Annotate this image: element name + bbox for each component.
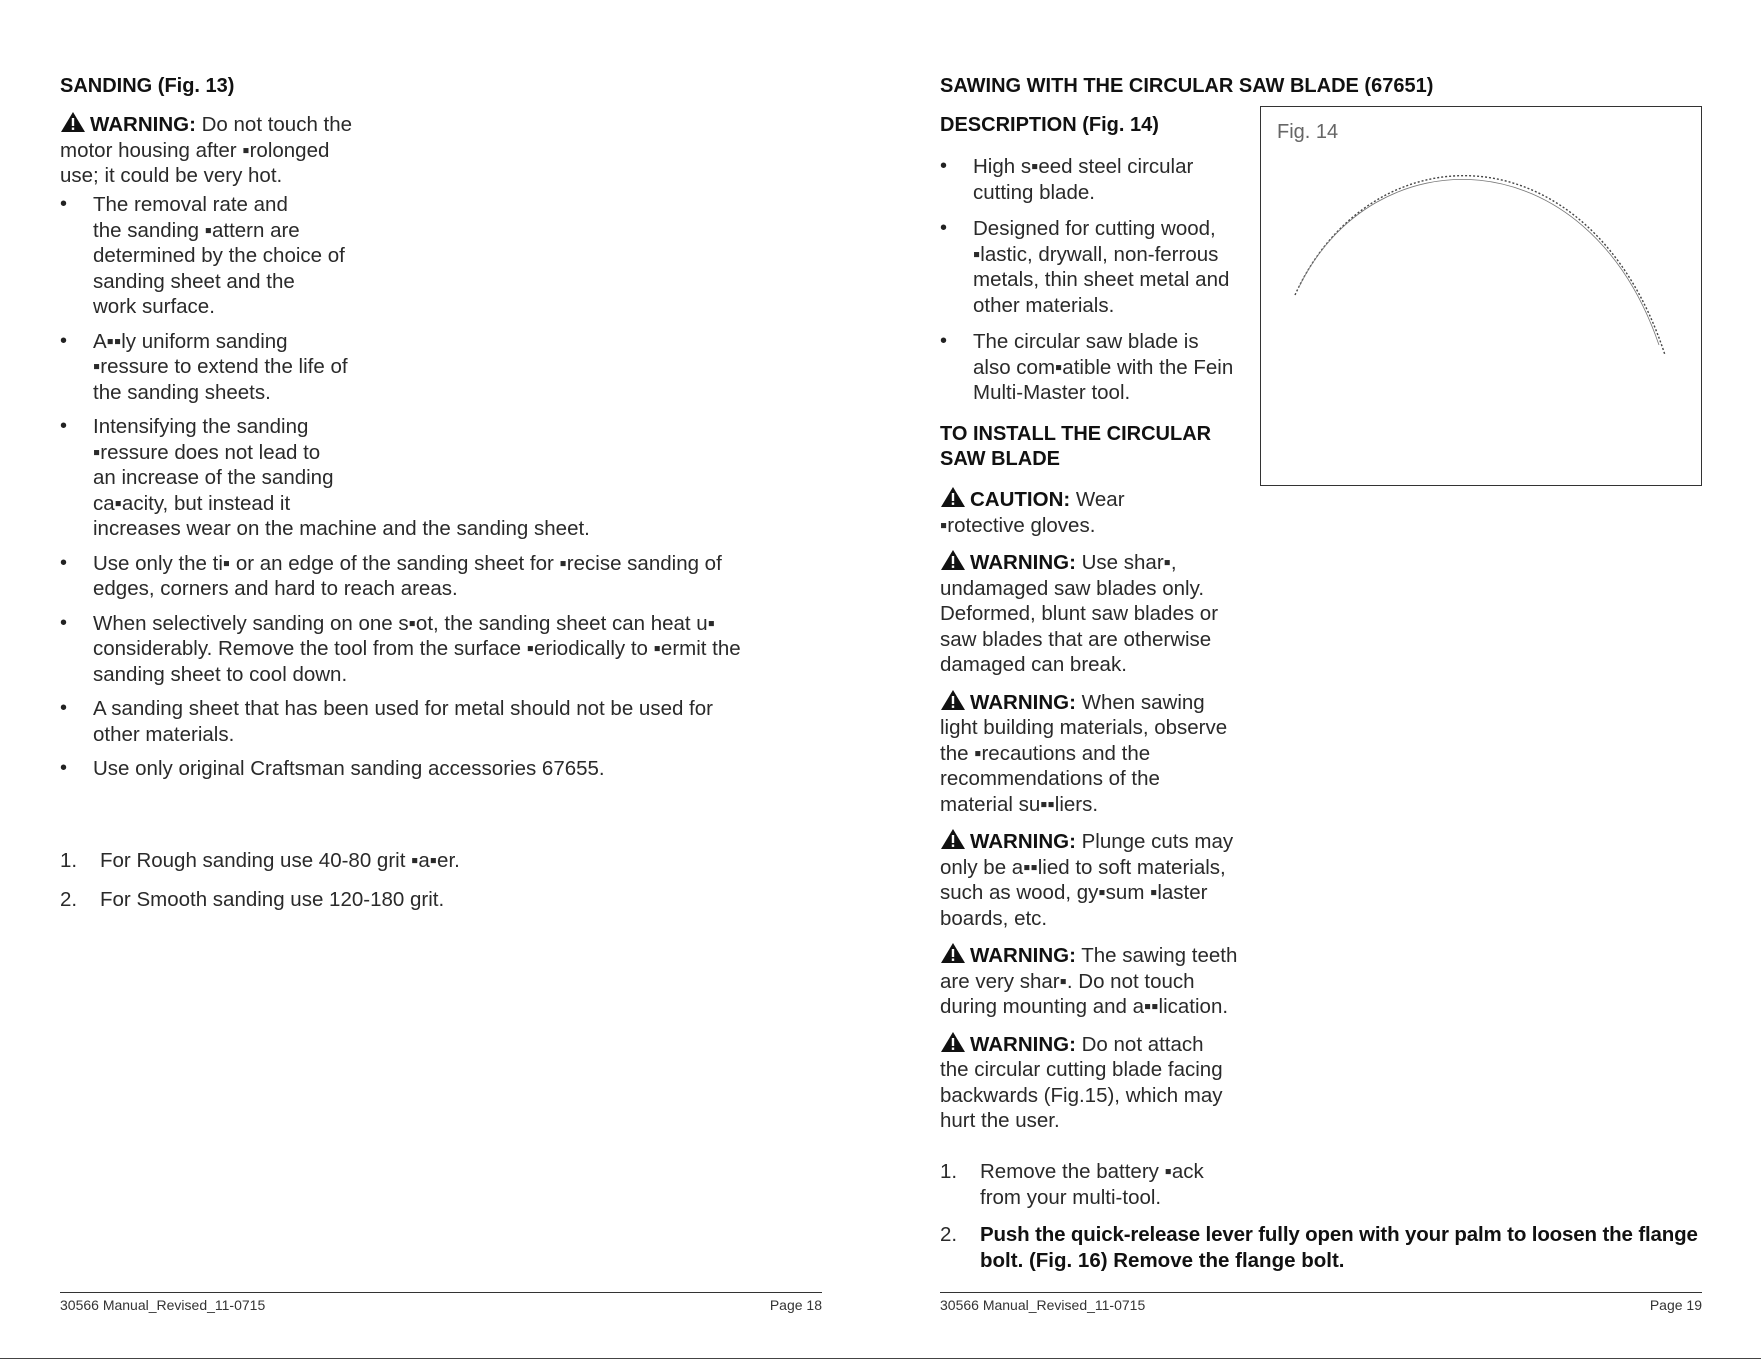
bullet-item: • A▪▪ly uniform sanding ▪ressure to extend the life of the sanding sheets. [60, 329, 820, 406]
bullet-item: • Intensifying the sanding ▪ressure does not lead to an increase of the sanding ca▪acity, but instead it increases wear on the machine and the sanding sheet. [60, 414, 820, 542]
warning-notice: WARNING: Plunge cuts may only be a▪▪lied to soft materials, such as wood, gy▪sum ▪laster boards, etc. [940, 830, 1234, 930]
warning-triangle-icon [940, 1031, 966, 1053]
left-page [60, 0, 820, 1361]
warning-line: use; it could be very hot. [60, 164, 283, 187]
section-heading-sawing: SAWING WITH THE CIRCULAR SAW BLADE (67651) [940, 75, 1434, 97]
bullet-item: • High s▪eed steel circular cutting blade. [940, 154, 1260, 205]
warning-notice: WARNING: When sawing light building materials, observe the ▪recautions and the recommendations of the material su▪▪liers. [940, 690, 1228, 816]
bullet-item: • Designed for cutting wood, ▪lastic, drywall, non-ferrous metals, thin sheet metal and other materials. [940, 216, 1260, 318]
footer-left-page [60, 1292, 822, 1317]
warning-line: motor housing after ▪rolonged [60, 138, 330, 162]
sanding-numbered-list [60, 848, 820, 912]
warning-triangle-icon [940, 486, 966, 508]
bottom-edge-line [0, 1358, 1761, 1359]
warning-notice: WARNING: The sawing teeth are very shar▪. Do not touch during mounting and a▪▪lication. [940, 944, 1238, 1018]
bullet-item: • A sanding sheet that has been used for metal should not be used for other materials. [60, 696, 820, 747]
bullet-item: • Use only the ti▪ or an edge of the sanding sheet for ▪recise sanding of edges, corners and hard to reach areas. [60, 551, 820, 602]
step-item: 1. Remove the battery ▪ack from your multi-tool. [940, 1160, 1204, 1209]
subheading-description: DESCRIPTION (Fig. 14) [940, 114, 1159, 136]
saw-blade-icon [1261, 107, 1701, 485]
safety-notices [940, 486, 1270, 1134]
footer-doc-id: 30566 Manual_Revised_11-0715 [60, 1297, 266, 1313]
bullet-item: • When selectively sanding on one s▪ot, the sanding sheet can heat u▪ considerably. Remove the tool from the surface ▪eriodically to ▪ermit the sanding sheet to cool down. [60, 611, 820, 688]
warning-triangle-icon [940, 549, 966, 571]
bullet-item: • The circular saw blade is also com▪atible with the Fein Multi-Master tool. [940, 329, 1260, 406]
footer-doc-id: 30566 Manual_Revised_11-0715 [940, 1297, 1146, 1313]
section-heading-sanding: SANDING (Fig. 13) [60, 75, 235, 97]
figure-label: Fig. 14 [1277, 121, 1339, 143]
warning-notice: WARNING: Do not attach the circular cutting blade facing backwards (Fig.15), which may hurt the user. [940, 1032, 1223, 1132]
warning-triangle-icon [940, 942, 966, 964]
install-steps [940, 1159, 1710, 1273]
sanding-bullet-list [60, 192, 820, 791]
step-item: 2. Push the quick-release lever fully open with your palm to loosen the flange bolt. (Fig. 16) Remove the flange bolt. [940, 1223, 1698, 1272]
blade-description-list [940, 154, 1260, 406]
footer-right-page [940, 1292, 1702, 1317]
footer-page-number: Page 19 [1649, 1297, 1702, 1313]
numbered-item: 2. For Smooth sanding use 120-180 grit. [60, 887, 445, 911]
warning-hot-motor: WARNING: Do not touch the motor housing after ▪rolonged use; it could be very hot. [60, 111, 760, 189]
warning-triangle-icon [940, 689, 966, 711]
caution-notice: CAUTION: Wear ▪rotective gloves. [940, 488, 1125, 537]
figure-14-box [1260, 106, 1702, 486]
install-heading: TO INSTALL THE CIRCULAR SAW BLADE [940, 423, 1212, 470]
bullet-item: • The removal rate and the sanding ▪attern are determined by the choice of sanding sheet and the work surface. [60, 192, 820, 320]
warning-triangle-icon [940, 828, 966, 850]
warning-notice: WARNING: Use shar▪, undamaged saw blades only. Deformed, blunt saw blades or saw blades that are otherwise damaged can break. [940, 551, 1219, 676]
footer-page-number: Page 18 [769, 1297, 822, 1313]
bullet-item: • Use only original Craftsman sanding accessories 67655. [60, 756, 820, 782]
numbered-item: 1. For Rough sanding use 40-80 grit ▪a▪er. [60, 849, 460, 872]
warning-line: Do not touch the [201, 113, 353, 136]
warning-triangle-icon [60, 111, 86, 133]
